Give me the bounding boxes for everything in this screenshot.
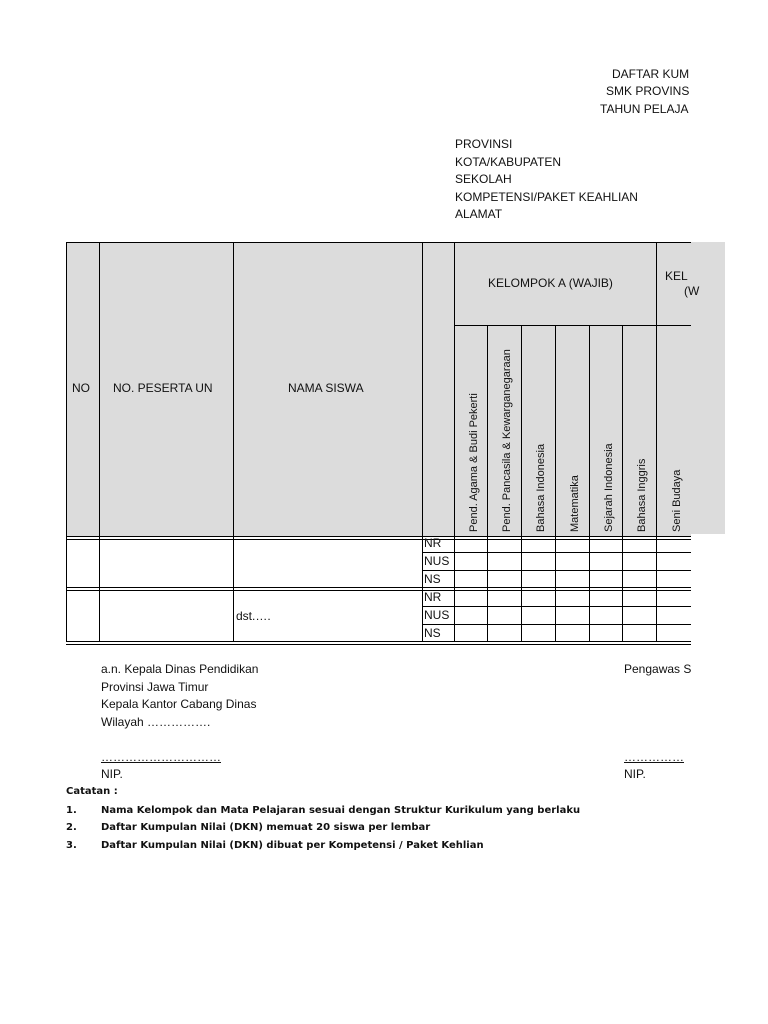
note-3-number: 3. (66, 840, 77, 851)
sig-left-dots: ………………………… (101, 750, 221, 764)
info-provinsi: PROVINSI (455, 137, 513, 151)
title-line-3: TAHUN PELAJA (600, 102, 689, 116)
subject-header-6 (622, 326, 656, 536)
subject-header-1 (454, 326, 487, 536)
group-b-header-line1: KEL (665, 269, 688, 283)
info-kompetensi: KOMPETENSI/PAKET KEAHLIAN (455, 190, 638, 204)
page-crop-mask-right (725, 242, 768, 536)
group-b-header-line2: (W (684, 284, 700, 298)
subject-header-4 (555, 326, 589, 536)
dst-text: dst.…. (236, 609, 271, 623)
subject-label: Pend. Agama & Budi Pekerti (467, 393, 480, 532)
subject-label: Matematika (569, 475, 581, 532)
row-label-nr-2: NR (424, 590, 442, 604)
info-alamat: ALAMAT (455, 207, 503, 221)
row-label-ns-2: NS (424, 626, 441, 640)
sig-right-nip: NIP. (624, 767, 646, 781)
sig-left-line4: Wilayah ……………. (101, 715, 211, 729)
col-nama-header: NAMA SISWA (288, 381, 364, 395)
info-kota: KOTA/KABUPATEN (455, 155, 562, 169)
sig-left-line3: Kepala Kantor Cabang Dinas (101, 697, 257, 711)
col-peserta-header: NO. PESERTA UN (113, 381, 213, 395)
note-2-text: Daftar Kumpulan Nilai (DKN) memuat 20 siswa per lembar (101, 822, 431, 833)
title-line-2: SMK PROVINS (606, 84, 690, 98)
sig-right-line1: Pengawas S (624, 662, 692, 676)
subject-label: Sejarah Indonesia (602, 443, 615, 532)
subject-label: Bahasa Inggris (636, 458, 648, 532)
subject-header-2 (487, 326, 521, 536)
subject-header-3 (521, 326, 555, 536)
page-crop-mask-bottom (691, 536, 768, 1024)
note-3-text: Daftar Kumpulan Nilai (DKN) dibuat per Kompetensi / Paket Kehlian (101, 840, 484, 851)
page-crop-mask-top (691, 0, 768, 242)
subject-header-7 (656, 326, 691, 536)
title-line-1: DAFTAR KUM (612, 67, 690, 81)
group-a-header: KELOMPOK A (WAJIB) (488, 276, 613, 290)
row-label-nus-1: NUS (424, 554, 450, 568)
row-label-nr-1: NR (424, 536, 442, 550)
subject-label: Bahasa Indonesia (535, 443, 547, 532)
subject-header-5 (589, 326, 622, 536)
note-1-text: Nama Kelompok dan Mata Pelajaran sesuai dengan Struktur Kurikulum yang berlaku (101, 805, 581, 816)
sig-left-line1: a.n. Kepala Dinas Pendidikan (101, 662, 259, 676)
sig-left-nip: NIP. (101, 767, 123, 781)
sig-right-dots: …………… (624, 750, 684, 764)
col-no-header: NO (72, 381, 90, 395)
note-1-number: 1. (66, 805, 77, 816)
sig-left-line2: Provinsi Jawa Timur (101, 680, 209, 694)
row-label-ns-1: NS (424, 572, 441, 586)
notes-heading: Catatan : (66, 786, 118, 797)
row-label-nus-2: NUS (424, 608, 450, 622)
info-sekolah: SEKOLAH (455, 172, 512, 186)
subject-label: Pend. Pancasila & Kewarganegaraan (501, 349, 513, 532)
subject-label: Seni Budaya (670, 469, 683, 532)
note-2-number: 2. (66, 822, 77, 833)
